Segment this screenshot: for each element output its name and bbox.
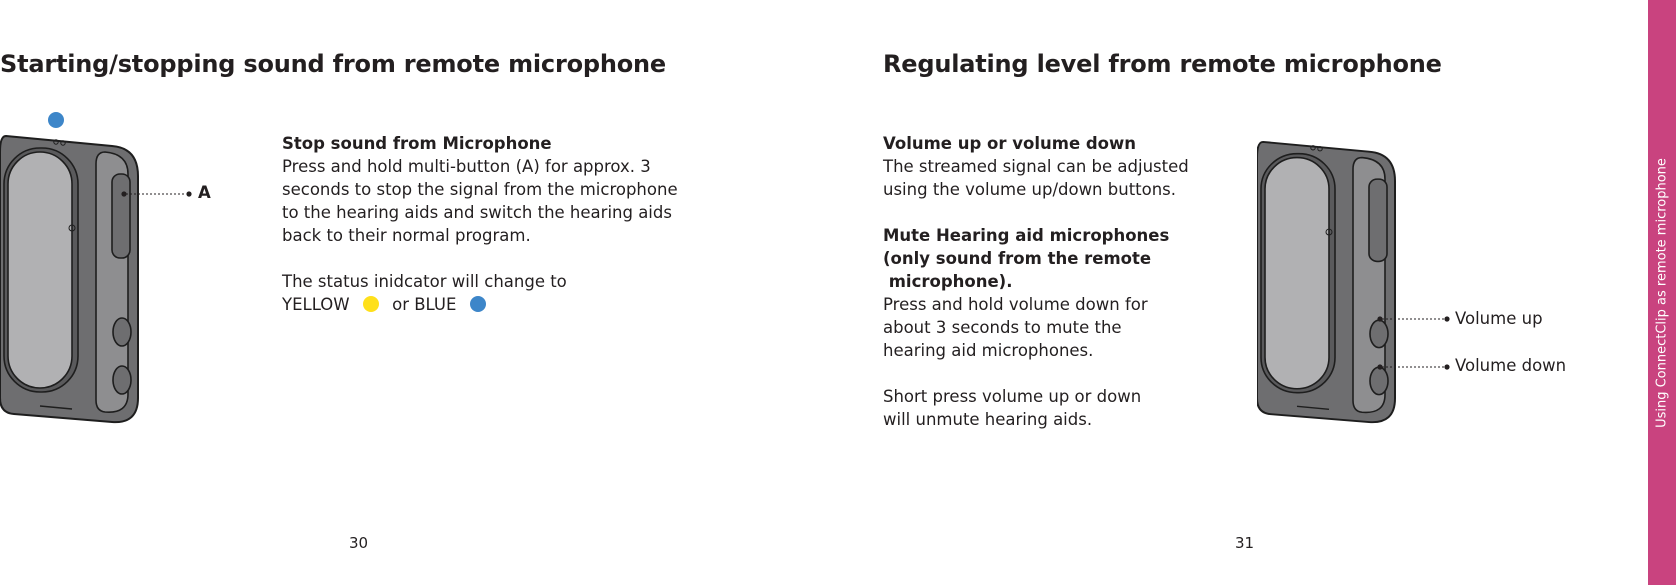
stop-sound-line: to the hearing aids and switch the hearing aids (282, 203, 672, 222)
mute-line: Press and hold volume down for (883, 295, 1148, 314)
chapter-sidebar (1648, 0, 1676, 585)
label-a-leader-line (118, 188, 194, 200)
chapter-sidebar-text: Using ConnectClip as remote microphone (1654, 157, 1670, 428)
status-yellow-label: YELLOW (282, 295, 350, 314)
yellow-dot-icon (363, 296, 379, 312)
volume-up-label: Volume up (1455, 309, 1543, 328)
left-page-heading: Starting/stopping sound from remote microphone (0, 50, 666, 78)
volume-title: Volume up or volume down (883, 134, 1137, 153)
blue-dot-icon (470, 296, 486, 312)
volume-line: using the volume up/down buttons. (883, 180, 1177, 199)
mute-title-line: Mute Hearing aid microphones (883, 226, 1170, 245)
volume-down-label: Volume down (1455, 356, 1567, 375)
stop-sound-line: seconds to stop the signal from the microphone (282, 180, 678, 199)
unmute-line: will unmute hearing aids. (883, 410, 1093, 429)
device-label-a: A (198, 183, 211, 202)
stop-sound-title: Stop sound from Microphone (282, 134, 552, 153)
status-indicator-blue-dot (48, 112, 64, 128)
volume-up-leader-line (1374, 313, 1452, 325)
mute-title-line: (only sound from the remote (883, 249, 1152, 268)
page-number-left: 30 (349, 534, 369, 552)
mute-line: about 3 seconds to mute the (883, 318, 1122, 337)
stop-sound-section (282, 132, 702, 316)
stop-sound-line: Press and hold multi-button (A) for approx. 3 (282, 157, 651, 176)
page-number-right: 31 (1235, 534, 1255, 552)
volume-line: The streamed signal can be adjusted (883, 157, 1189, 176)
status-colors-line (282, 293, 702, 316)
volume-down-leader-line (1374, 361, 1452, 373)
right-page-heading: Regulating level from remote microphone (883, 50, 1442, 78)
status-change-line: The status inidcator will change to (282, 272, 567, 291)
status-or-blue-label: or BLUE (392, 295, 457, 314)
connectclip-device-illustration (1257, 138, 1397, 424)
mute-title-line: microphone). (883, 272, 1013, 291)
unmute-line: Short press volume up or down (883, 387, 1142, 406)
mute-line: hearing aid microphones. (883, 341, 1094, 360)
connectclip-device-illustration (0, 132, 140, 424)
stop-sound-line: back to their normal program. (282, 226, 531, 245)
volume-section (883, 132, 1243, 431)
